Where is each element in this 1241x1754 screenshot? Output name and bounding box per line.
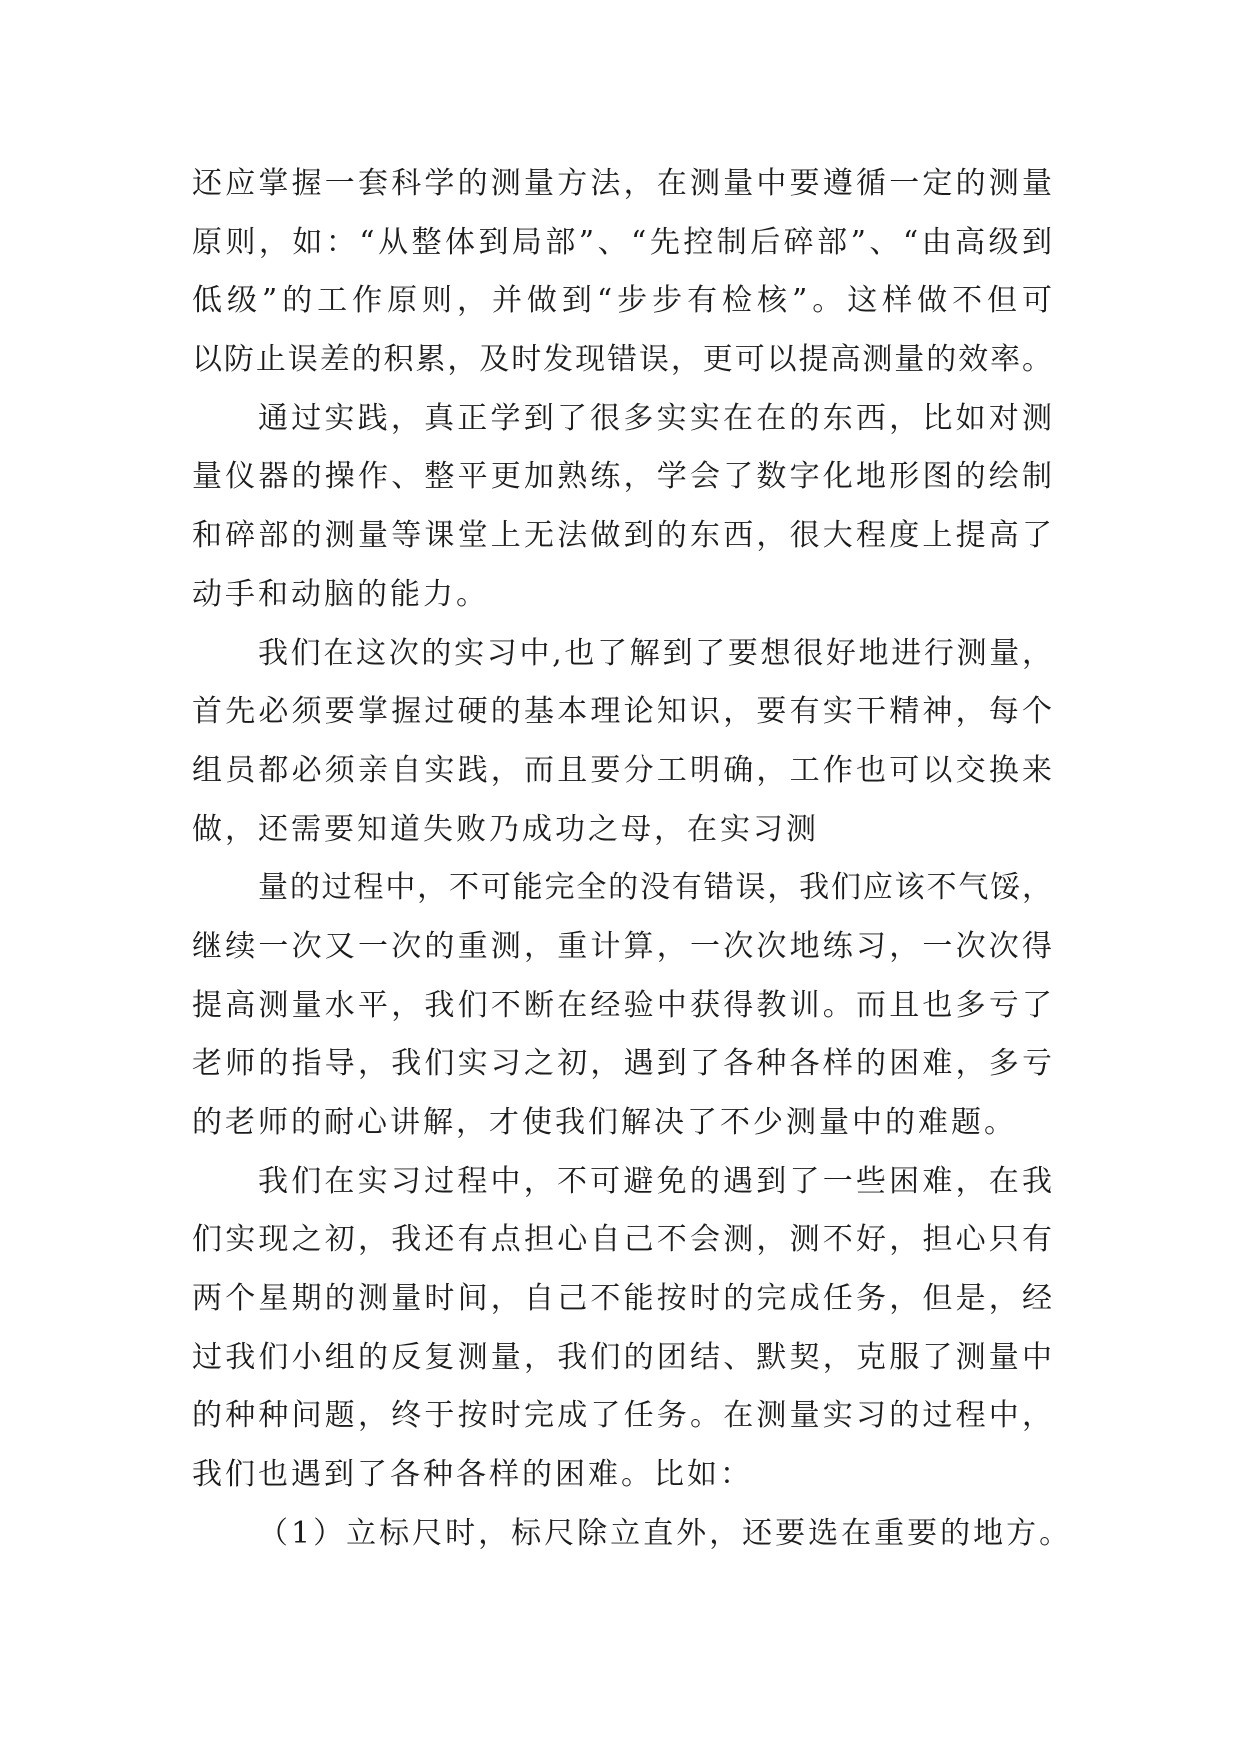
- text-line: 还应掌握一套科学的测量方法，在测量中要遵循一定的测量: [192, 166, 1052, 201]
- text-line: （1）立标尺时，标尺除立直外，还要选在重要的地方。: [258, 1515, 1073, 1551]
- paragraph: [192, 1153, 1052, 1505]
- text-line: 的种种问题，终于按时完成了任务。在测量实习的过程中，: [192, 1398, 1052, 1434]
- text-line: 我们在实习过程中，不可避免的遇到了一些困难，在我: [258, 1163, 1052, 1199]
- text-line: 组员都必须亲自实践，而且要分工明确，工作也可以交换来: [192, 752, 1052, 788]
- text-line: 两个星期的测量时间，自己不能按时的完成任务，但是，经: [192, 1281, 1052, 1317]
- text-line: 继续一次又一次的重测，重计算，一次次地练习，一次次得: [192, 928, 1052, 964]
- paragraph: [192, 859, 1052, 1152]
- text-line: 量的过程中，不可能完全的没有错误，我们应该不气馁，: [258, 870, 1052, 906]
- text-line: 量仪器的操作、整平更加熟练，学会了数字化地形图的绘制: [192, 459, 1052, 495]
- text-line: 和碎部的测量等课堂上无法做到的东西，很大程度上提高了: [192, 518, 1052, 554]
- paragraph: [192, 625, 1052, 860]
- text-line: 提高测量水平，我们不断在经验中获得教训。而且也多亏了: [192, 987, 1052, 1023]
- text-line: 首先必须要掌握过硬的基本理论知识，要有实干精神，每个: [192, 694, 1052, 730]
- text-line: 我们在这次的实习中,也了解到了要想很好地进行测量，: [258, 635, 1052, 671]
- paragraph: [192, 390, 1052, 625]
- text-line: 过我们小组的反复测量，我们的团结、默契，克服了测量中: [192, 1339, 1052, 1375]
- text-line: 的老师的耐心讲解，才使我们解决了不少测量中的难题。: [192, 1105, 1017, 1140]
- text-line: 原则，如：“从整体到局部”、“先控制后碎部”、“由高级到: [192, 224, 1052, 260]
- document-page: [192, 155, 1073, 1564]
- text-line: 动手和动脑的能力。: [192, 576, 489, 612]
- paragraph: [192, 155, 1052, 390]
- text-line: 老师的指导，我们实习之初，遇到了各种各样的困难，多亏: [192, 1046, 1052, 1082]
- text-line: 做，还需要知道失败乃成功之母，在实习测: [192, 811, 819, 847]
- paragraph: [192, 1505, 1073, 1564]
- text-line: 们实现之初，我还有点担心自己不会测，测不好，担心只有: [192, 1222, 1052, 1258]
- text-line: 我们也遇到了各种各样的困难。比如：: [192, 1457, 753, 1493]
- text-line: 低级”的工作原则，并做到“步步有检核”。这样做不但可: [192, 283, 1052, 319]
- text-line: 以防止误差的积累，及时发现错误，更可以提高测量的效率。: [192, 342, 1052, 378]
- text-line: 通过实践，真正学到了很多实实在在的东西，比如对测: [258, 400, 1052, 436]
